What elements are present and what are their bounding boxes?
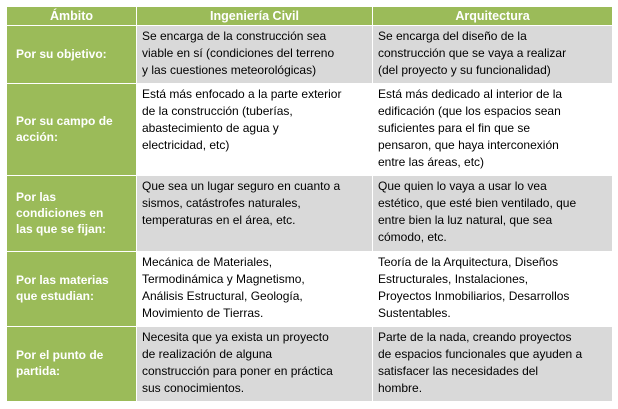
table-row bbox=[7, 83, 613, 175]
comparison-table-container bbox=[6, 6, 612, 403]
table-row bbox=[7, 26, 613, 84]
table-row bbox=[7, 251, 613, 326]
table-row bbox=[7, 326, 613, 401]
comparison-table bbox=[6, 6, 613, 402]
civil-cell: Está más enfocado a la parte exterior de la construcción (tuberías, abastecimiento de agua y electricidad, etc) bbox=[137, 83, 373, 175]
header-arquitectura: Arquitectura bbox=[373, 7, 613, 26]
civil-cell: Que sea un lugar seguro en cuanto a sismos, catástrofes naturales, temperaturas en el área, etc. bbox=[137, 175, 373, 251]
civil-cell: Necesita que ya exista un proyecto de realización de alguna construcción para poner en práctica sus conocimientos. bbox=[137, 326, 373, 401]
arquitectura-cell: Parte de la nada, creando proyectos de espacios funcionales que ayuden a satisfacer las necesidades del hombre. bbox=[373, 326, 613, 401]
row-label: Por su campo de acción: bbox=[7, 83, 137, 175]
civil-cell: Se encarga de la construcción sea viable en sí (condiciones del terreno y las cuestiones meteorológicas) bbox=[137, 26, 373, 84]
row-label: Por su objetivo: bbox=[7, 26, 137, 84]
row-label: Por las condiciones en las que se fijan: bbox=[7, 175, 137, 251]
row-label: Por las materias que estudian: bbox=[7, 251, 137, 326]
arquitectura-cell: Teoría de la Arquitectura, Diseños Estructurales, Instalaciones, Proyectos Inmobiliarios, Desarrollos Sustentables. bbox=[373, 251, 613, 326]
table-header-row bbox=[7, 7, 613, 26]
header-ingenieria-civil: Ingeniería Civil bbox=[137, 7, 373, 26]
arquitectura-cell: Que quien lo vaya a usar lo vea estético, que esté bien ventilado, que entre bien la luz natural, que sea cómodo, etc. bbox=[373, 175, 613, 251]
civil-cell: Mecánica de Materiales, Termodinámica y Magnetismo, Análisis Estructural, Geología, Movimiento de Tierras. bbox=[137, 251, 373, 326]
row-label: Por el punto de partida: bbox=[7, 326, 137, 401]
header-ambito: Ámbito bbox=[7, 7, 137, 26]
arquitectura-cell: Está más dedicado al interior de la edificación (que los espacios sean suficientes para el fin que se pensaron, que haya interconexión entre las áreas, etc) bbox=[373, 83, 613, 175]
arquitectura-cell: Se encarga del diseño de la construcción que se vaya a realizar (del proyecto y su funcionalidad) bbox=[373, 26, 613, 84]
table-row bbox=[7, 175, 613, 251]
